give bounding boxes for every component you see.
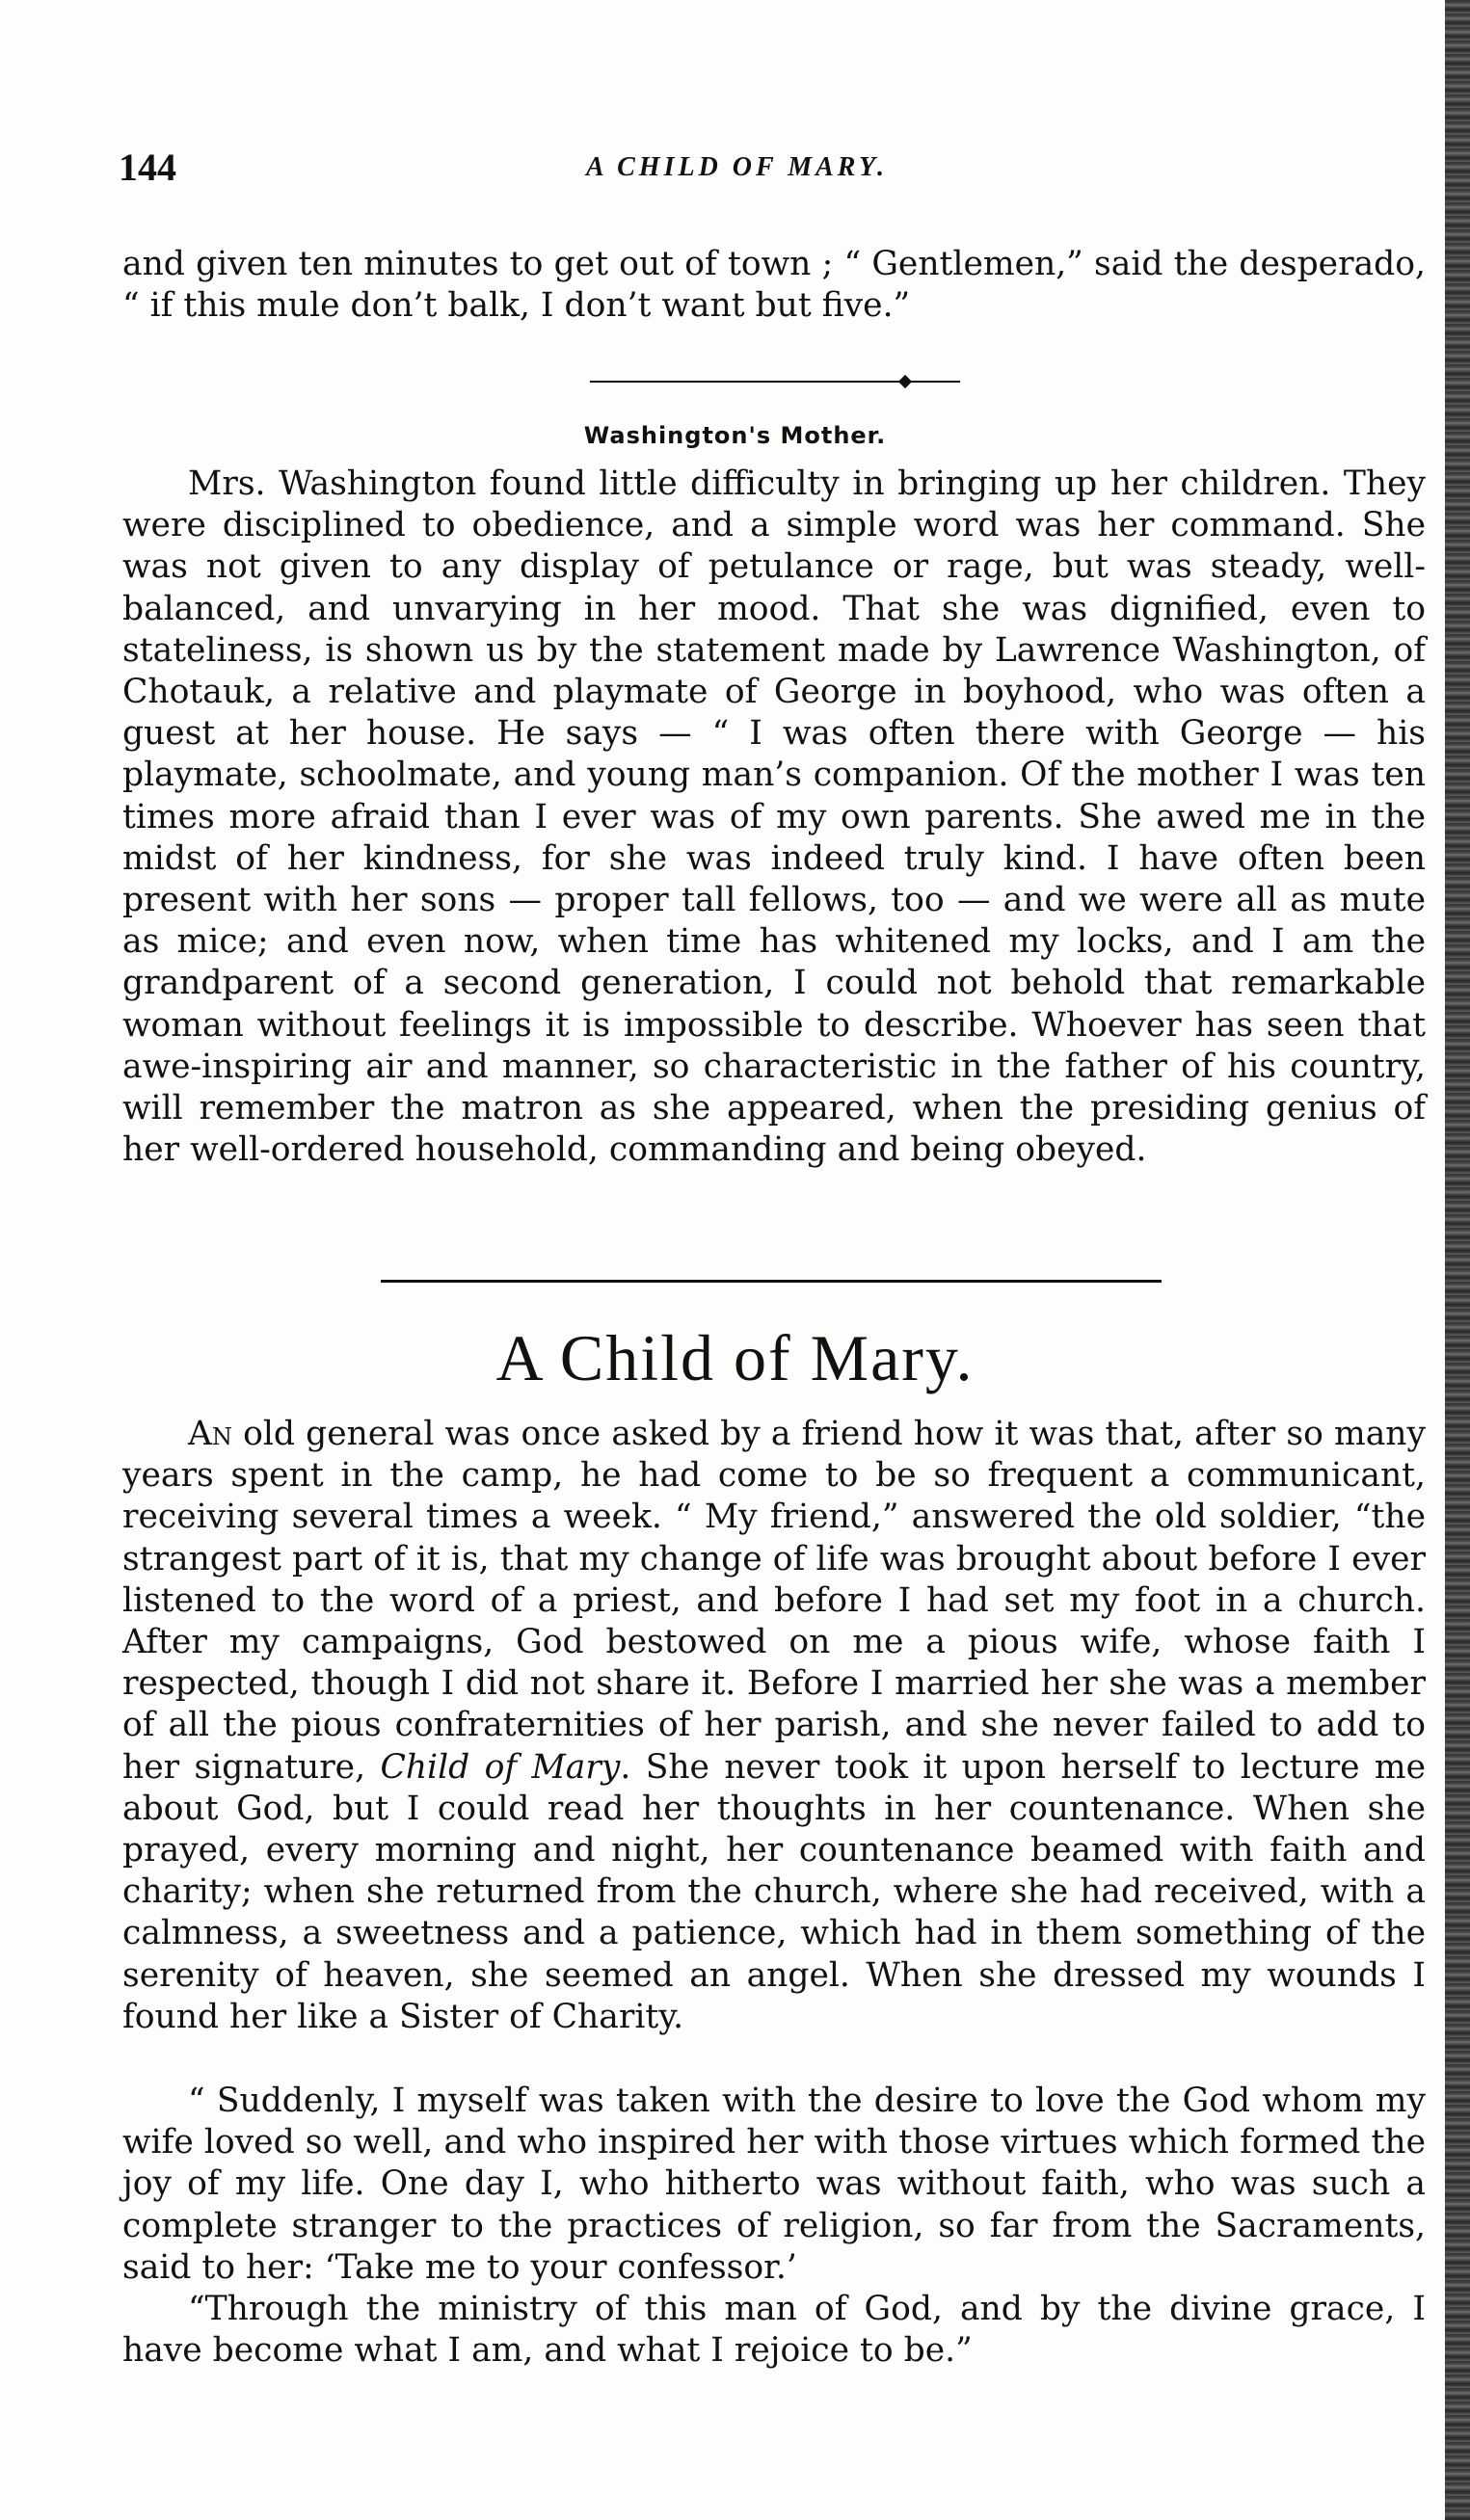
section-heading: Washington's Mother. — [583, 422, 887, 449]
previous-article-ending: and given ten minutes to get out of town ; “ Gentlemen,” said the desperado, “ if this mule don’t balk, I don’t want but five.” — [122, 245, 1426, 326]
article-paragraph-3: “Through the ministry of this man of God, and by the divine grace, I have become what I am, and what I rejoice to be.” — [122, 2290, 1426, 2371]
section-rule — [381, 1280, 1162, 1283]
lead-word: An — [188, 1415, 232, 1453]
divider-diamond-icon — [898, 375, 912, 388]
page-edge-shadow — [1445, 0, 1470, 2520]
article-paragraph-1 — [122, 1414, 1426, 2038]
paragraph-text-a: old general was once asked by a friend how it was that, after so many years spent in the camp, he had come to be so frequent a communicant, receiving several times a week. “ My friend,” answered the old soldier, “the strangest part of it is, that my change of life was brought about before I ever listened to the word of a priest, and before I had set my foot in a church. After my campaigns, God bestowed on me a pious wife, whose faith I respected, though I did not share it. Before I married her she was a member of all the pious confraternities of her parish, and she never failed to add to her signature, — [122, 1415, 1426, 1787]
article-title: A Child of Mary. — [495, 1321, 975, 1394]
article-paragraph-2: “ Suddenly, I myself was taken with the desire to love the God whom my wife loved so well, and who inspired her with those virtues which formed the joy of my life. One day I, who hitherto was without faith, who was such a complete stranger to the practices of religion, so far from the Sacraments, said to her: ‘Take me to your confessor.’ — [122, 2082, 1426, 2287]
page-header — [119, 145, 1415, 202]
running-title: A CHILD OF MARY. — [586, 152, 888, 182]
page-number: 144 — [119, 146, 176, 189]
washington-mother-paragraph: Mrs. Washington found little difficulty in bringing up her children. They were disciplined to obedience, and a simple word was her command. She was not given to any display of petulance or rage, but was steady, well-balanced, and unvarying in her mood. That she was dignified, even to stateliness, is shown us by the statement made by Lawrence Washington, of Chotauk, a relative and playmate of George in boyhood, who was often a guest at her house. He says — “ I was often there with George — his playmate, schoolmate, and young man’s companion. Of the mother I was ten times more afraid than I ever was of my own parents. She awed me in the midst of her kindness, for she was indeed truly kind. I have often been present with her sons — proper tall fellows, too — and we were all as mute as mice; and even now, when time has whitened my locks, and I am the grandparent of a second generation, I could not behold that remarkable woman without feelings it is impossible to describe. Whoever has seen that awe-inspiring air and manner, so characteristic in the father of his country, will remember the matron as she appeared, when the presiding genius of her well-ordered household, commanding and being obeyed. — [122, 464, 1426, 1170]
signature-text: Child of Mary — [380, 1747, 621, 1787]
paragraph-text-b: . She never took it upon herself to lecture me about God, but I could read her thoughts in her countenance. When she prayed, every morning and night, her countenance beamed with faith and charity; when she returned from the church, where she had received, with a calmness, a sweetness and a patience, which had in them something of the serenity of heaven, she seemed an angel. When she dressed my wounds I found her like a Sister of Charity. — [122, 1747, 1427, 2036]
